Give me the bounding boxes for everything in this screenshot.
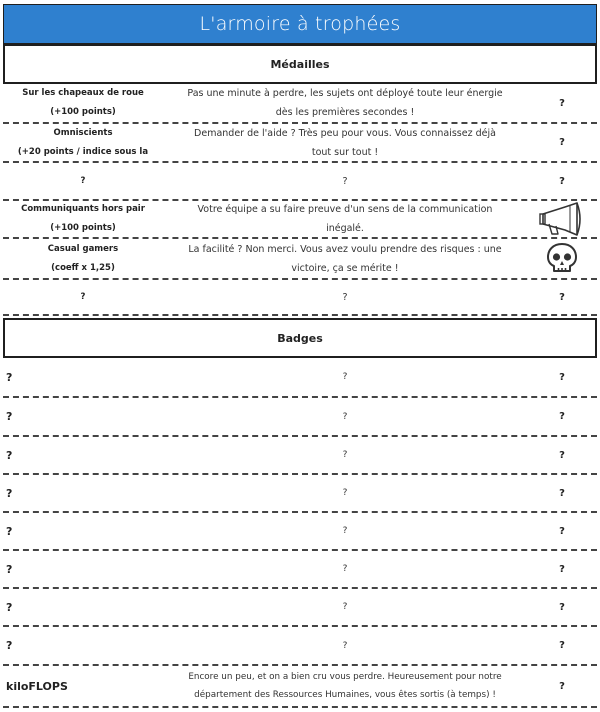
badge-name: kiloFLOPS	[6, 679, 68, 693]
badge-desc-line1: Encore un peu, et on a bien cru vous perdre. Heureusement pour notre	[188, 672, 502, 682]
medal-row	[3, 163, 597, 201]
badge-icon: ?	[559, 371, 565, 383]
medal-points: (+100 points)	[50, 223, 116, 233]
medal-desc-line1: Pas une minute à perdre, les sujets ont déployé toute leur énergie	[187, 88, 503, 99]
badge-name: ?	[6, 410, 13, 423]
badge-icon: ?	[559, 449, 565, 461]
skull-icon	[546, 242, 578, 276]
medal-icon: ?	[559, 97, 565, 109]
badge-row	[3, 589, 597, 627]
badge-name: ?	[6, 639, 13, 652]
badge-row	[3, 513, 597, 551]
medal-points: (coeff x 1,25)	[51, 262, 115, 273]
medal-icon: ?	[559, 175, 565, 187]
badge-desc-line2: département des Ressources Humaines, vous êtes sortis (à temps) !	[194, 690, 496, 700]
badge-desc: ?	[342, 640, 348, 651]
medal-name: Omniscients	[53, 127, 113, 138]
medal-desc-line1: ?	[342, 291, 348, 303]
badge-icon: ?	[559, 411, 565, 422]
section-title-badges: Badges	[3, 318, 597, 358]
badge-icon: ?	[559, 640, 565, 651]
badge-icon: ?	[559, 601, 565, 613]
badge-desc: ?	[342, 488, 348, 498]
medal-points: (+100 points)	[50, 107, 116, 117]
medal-icon: ?	[559, 137, 565, 148]
badge-icon: ?	[559, 680, 565, 692]
badge-row	[3, 358, 597, 398]
badge-desc: ?	[342, 602, 348, 612]
badge-row	[3, 475, 597, 513]
badge-name: ?	[6, 600, 13, 614]
badge-row	[3, 551, 597, 589]
badge-name: ?	[6, 562, 13, 576]
medal-row	[3, 124, 597, 163]
medal-desc-line2: dès les premières secondes !	[275, 107, 415, 118]
medal-desc-line1: La facilité ? Non merci. Vous avez voulu prendre des risques : une	[188, 243, 502, 255]
badge-name: ?	[6, 370, 13, 384]
medal-name: Casual gamers	[47, 243, 119, 254]
medal-desc-line2: tout sur tout !	[311, 146, 379, 158]
medal-name: Sur les chapeaux de roue	[22, 88, 144, 98]
badge-icon: ?	[559, 563, 565, 575]
badge-row	[3, 666, 597, 708]
badge-desc: ?	[342, 450, 348, 460]
medal-desc-line2: inégalé.	[326, 223, 364, 234]
badge-desc: ?	[342, 372, 348, 382]
medal-points: (+20 points / indice sous la	[17, 146, 149, 157]
medal-row	[3, 201, 597, 239]
medal-row	[3, 84, 597, 124]
badge-desc: ?	[342, 564, 348, 574]
medal-name: Communiquants hors pair	[21, 204, 145, 214]
badge-name: ?	[6, 524, 13, 538]
medal-row	[3, 239, 597, 280]
badge-icon: ?	[559, 487, 565, 499]
medal-desc-line1: Votre équipe a su faire preuve d'un sens de la communication	[197, 204, 493, 215]
badge-desc: ?	[342, 411, 348, 422]
badge-row	[3, 398, 597, 437]
badge-icon: ?	[559, 525, 565, 537]
section-title-medals: Médailles	[3, 44, 597, 84]
medal-desc-line1: ?	[342, 175, 348, 187]
medal-row	[3, 280, 597, 316]
medal-desc-line1: Demander de l'aide ? Très peu pour vous. Vous connaissez déjà	[194, 127, 496, 139]
page-title: L'armoire à trophées	[3, 4, 597, 44]
badge-name: ?	[6, 486, 13, 500]
medal-name: ?	[80, 175, 86, 186]
badge-name: ?	[6, 448, 13, 462]
badge-desc: ?	[342, 526, 348, 536]
badge-row	[3, 437, 597, 475]
badge-row	[3, 627, 597, 666]
medal-desc-line2: victoire, ça se mérite !	[291, 262, 399, 274]
medal-icon: ?	[559, 291, 565, 303]
medal-name: ?	[80, 291, 86, 302]
megaphone-icon	[537, 201, 587, 237]
